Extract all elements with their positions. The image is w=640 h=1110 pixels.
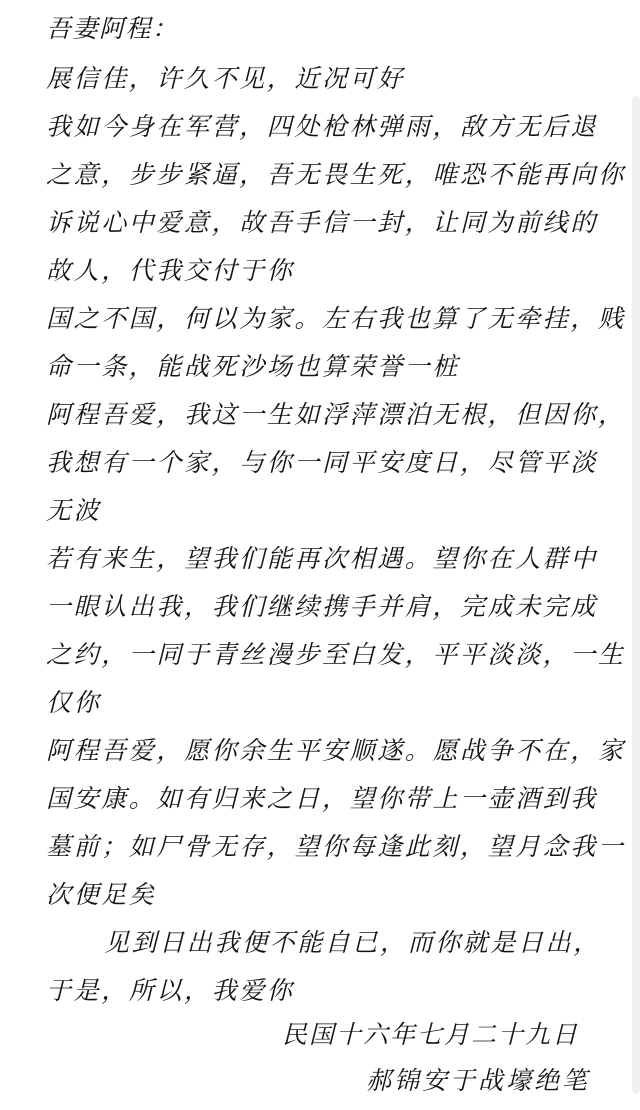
letter-salutation: 吾妻阿程： xyxy=(46,14,179,43)
letter-line: 我想有一个家，与你一同平安度日，尽管平淡 xyxy=(46,448,599,477)
letter-line: 故人，代我交付于你 xyxy=(46,256,295,285)
letter-signature: 郝锦安于战壕绝笔 xyxy=(366,1066,591,1095)
letter-line: 墓前；如尸骨无存，望你每逢此刻，望月念我一 xyxy=(46,832,626,861)
letter-line: 阿程吾爱，我这一生如浮萍漂泊无根，但因你， xyxy=(46,400,626,429)
letter-line: 之意，步步紧逼，吾无畏生死，唯恐不能再向你 xyxy=(46,160,626,189)
letter-line: 一眼认出我，我们继续携手并肩，完成未完成 xyxy=(46,592,599,621)
letter-line: 我如今身在军营，四处枪林弹雨，敌方无后退 xyxy=(46,112,599,141)
letter-line: 命一条，能战死沙场也算荣誉一桩 xyxy=(46,352,461,381)
letter-line: 诉说心中爱意，故吾手信一封，让同为前线的 xyxy=(46,208,599,237)
letter-line: 若有来生，望我们能再次相遇。望你在人群中 xyxy=(46,544,599,573)
letter-line: 国安康。如有归来之日，望你带上一壶酒到我 xyxy=(46,784,599,813)
letter-line: 阿程吾爱，愿你余生平安顺遂。愿战争不在，家 xyxy=(46,736,626,765)
letter-date: 民国十六年七月二十九日 xyxy=(282,1020,580,1049)
letter-line: 无波 xyxy=(46,496,102,525)
letter-line: 于是，所以，我爱你 xyxy=(46,976,295,1005)
letter-line: 仅你 xyxy=(46,688,102,717)
letter-line: 之约，一同于青丝漫步至白发，平平淡淡，一生 xyxy=(46,640,626,669)
letter-line: 次便足矣 xyxy=(46,880,157,909)
vertical-scrollbar[interactable] xyxy=(632,96,640,1094)
letter-line-indented: 见到日出我便不能自已，而你就是日出， xyxy=(104,928,601,957)
letter-line: 展信佳，许久不见，近况可好 xyxy=(46,64,405,93)
letter-line: 国之不国，何以为家。左右我也算了无牵挂，贱 xyxy=(46,304,626,333)
